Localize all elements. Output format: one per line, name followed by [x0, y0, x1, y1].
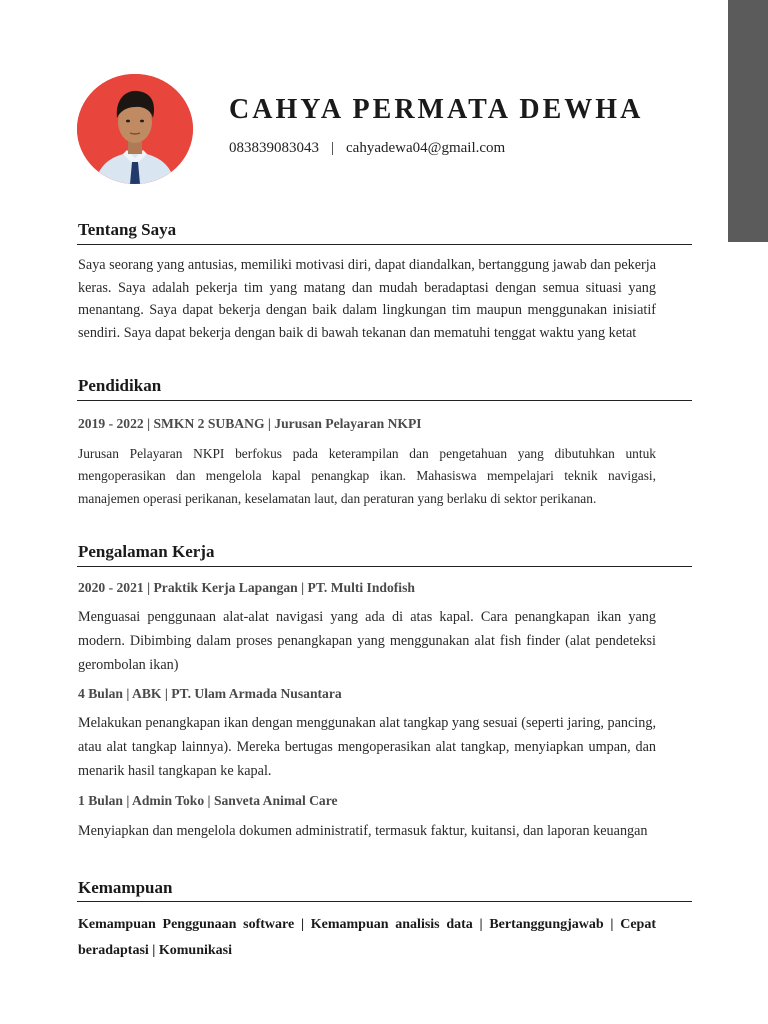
contact-separator: |	[331, 140, 335, 156]
education-entry-heading: 2019 - 2022 | SMKN 2 SUBANG | Jurusan Pelayaran NKPI	[78, 416, 422, 431]
side-bar-decoration	[728, 0, 768, 242]
about-text: Saya seorang yang antusias, memiliki motivasi diri, dapat diandalkan, bertanggung jawab dan pekerja keras. Saya adalah pekerja tim yang matang dan mudah beradaptasi dengan semua situasi yang menantang. Saya dapat bekerja dengan baik dalam lingkungan tim maupun menggunakan inisiatif sendiri. Saya dapat bekerja dengan baik di bawah tekanan dan mematuhi tenggat waktu yang ketat	[78, 257, 656, 341]
section-title-education: Pendidikan	[78, 376, 162, 395]
job-description: Melakukan penangkapan ikan dengan menggunakan alat tangkap yang sesuai (seperti jaring, pancing, atau alat tangkap lainnya). Mereka bertugas mengoperasikan alat tangkap, menyiapkan umpan, dan menarik hasil tangkapan ke kapal.	[78, 715, 656, 779]
contact-line	[229, 140, 505, 157]
candidate-name: CAHYA PERMATA DEWHA	[229, 94, 644, 125]
job-heading: 4 Bulan | ABK | PT. Ulam Armada Nusantara	[78, 686, 342, 701]
section-divider-experience	[77, 566, 692, 567]
section-divider-skills	[77, 901, 692, 902]
section-divider-education	[77, 400, 692, 401]
phone-number: 083839083043	[229, 140, 319, 156]
section-title-experience: Pengalaman Kerja	[78, 542, 215, 561]
profile-photo	[77, 74, 193, 184]
job-heading: 1 Bulan | Admin Toko | Sanveta Animal Care	[78, 793, 338, 808]
job-heading: 2020 - 2021 | Praktik Kerja Lapangan | PT. Multi Indofish	[78, 580, 415, 595]
email-address: cahyadewa04@gmail.com	[346, 140, 506, 156]
skills-list: Kemampuan Penggunaan software | Kemampuan analisis data | Bertanggungjawab | Cepat beradaptasi | Komunikasi	[78, 917, 656, 958]
person-avatar-icon	[77, 74, 193, 184]
section-title-skills: Kemampuan	[78, 878, 173, 897]
section-title-about: Tentang Saya	[78, 220, 177, 239]
education-entry-text: Jurusan Pelayaran NKPI berfokus pada keterampilan dan pengetahuan yang dibutuhkan untuk mengoperasikan dan mengelola kapal penangkap ikan. Mahasiswa mempelajari teknik navigasi, manajemen operasi perikanan, keselamatan laut, dan peraturan yang berlaku di sektor perikanan.	[78, 446, 656, 506]
job-description: Menguasai penggunaan alat-alat navigasi yang ada di atas kapal. Cara penangkapan ikan yang modern. Dibimbing dalam proses penangkapan yang menggunakan alat fish finder (alat pendeteksi gerombolan ikan)	[78, 609, 656, 673]
job-description: Menyiapkan dan mengelola dokumen administratif, termasuk faktur, kuitansi, dan laporan keuangan	[78, 823, 648, 839]
section-divider-about	[77, 244, 692, 245]
